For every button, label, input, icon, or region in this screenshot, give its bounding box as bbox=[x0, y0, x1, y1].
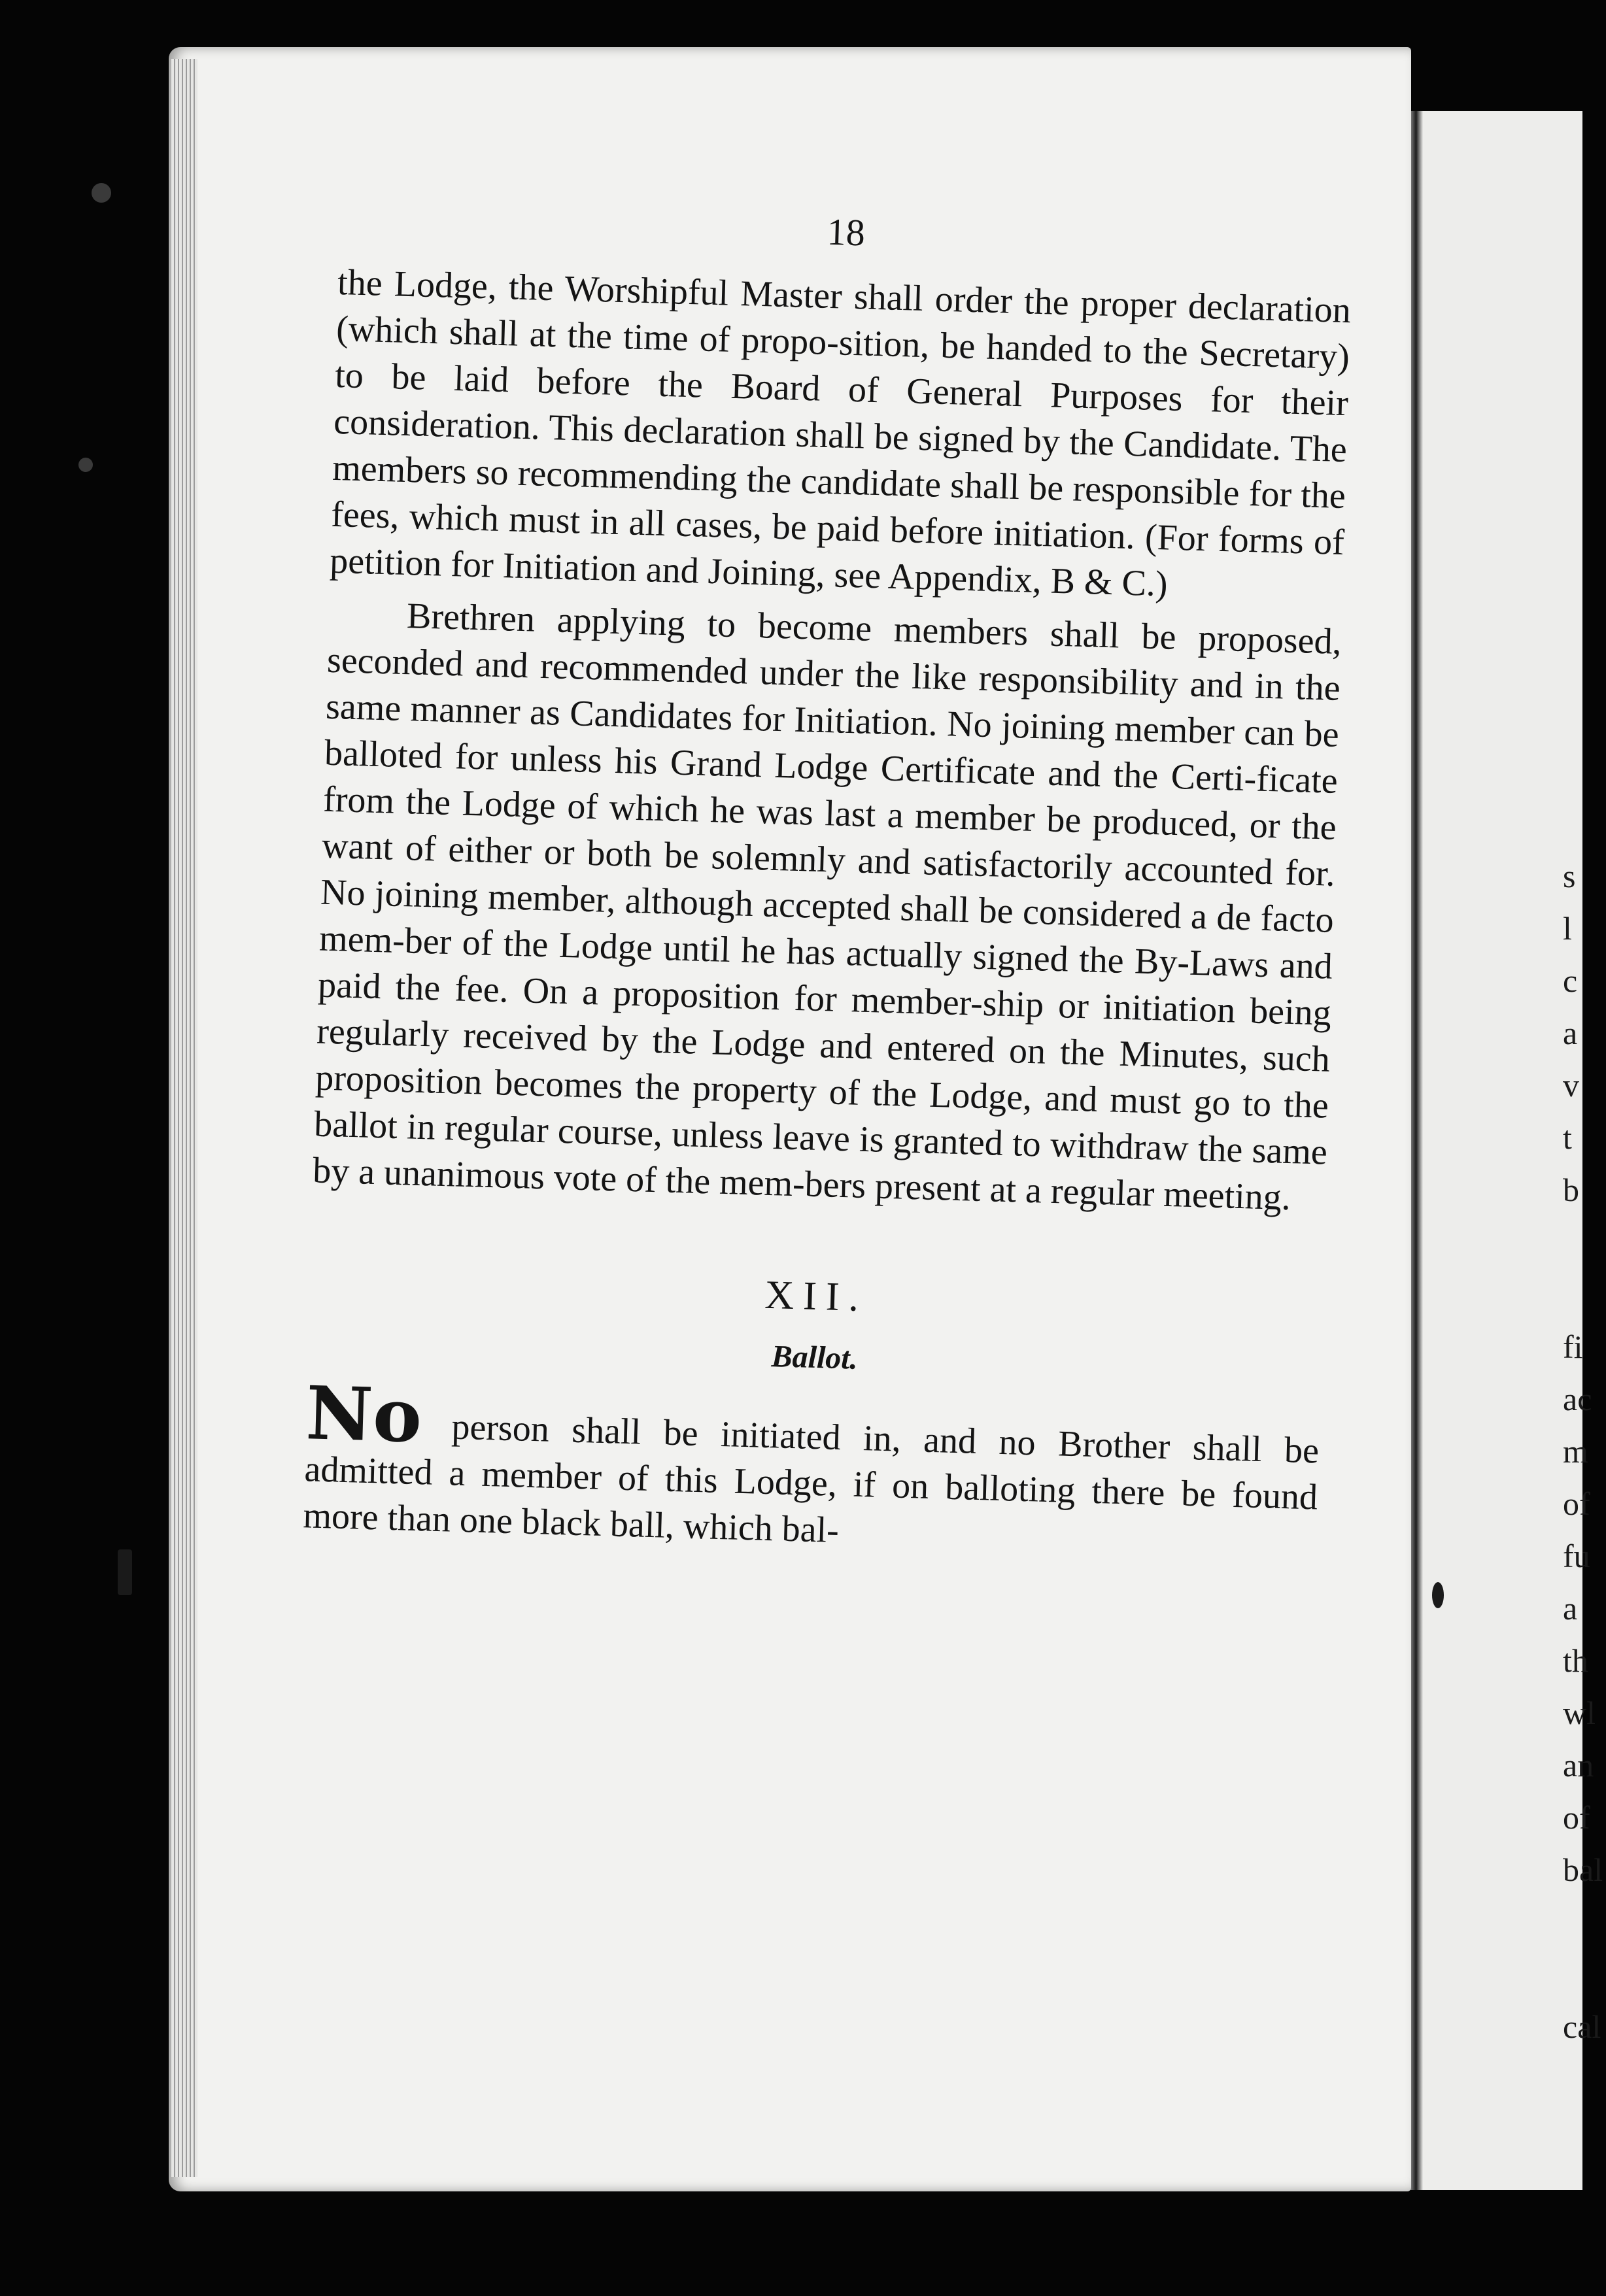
page-edges bbox=[171, 59, 197, 2177]
margin-fragment: m bbox=[1563, 1433, 1588, 1470]
margin-fragment: wl bbox=[1563, 1695, 1596, 1731]
section-numeral: XII. bbox=[764, 1272, 868, 1321]
margin-fragment bbox=[1563, 1268, 1602, 1321]
margin-fragment: ac bbox=[1563, 1381, 1592, 1417]
margin-fragment: v bbox=[1563, 1067, 1579, 1104]
section-paragraph bbox=[302, 1370, 1320, 1567]
binding-mark bbox=[118, 1549, 132, 1595]
margin-fragment: a bbox=[1563, 1015, 1578, 1051]
section-title: Ballot. bbox=[770, 1339, 859, 1376]
margin-fragment: t bbox=[1563, 1119, 1572, 1156]
margin-fragment: bal bbox=[1563, 1851, 1603, 1888]
page-number: 18 bbox=[826, 210, 866, 254]
margin-fragment: l bbox=[1563, 910, 1572, 947]
margin-fragment: b bbox=[1563, 1172, 1579, 1208]
margin-fragment: fi bbox=[1563, 1328, 1583, 1365]
margin-fragment: fu bbox=[1563, 1538, 1590, 1574]
margin-fragment: of bbox=[1563, 1799, 1590, 1836]
margin-fragment bbox=[1563, 1896, 1602, 1948]
margin-fragment: of bbox=[1563, 1485, 1590, 1522]
scan-speck bbox=[92, 183, 111, 203]
scan-speck bbox=[78, 458, 93, 472]
page-text bbox=[303, 196, 1354, 1567]
margin-fragment: cal bbox=[1563, 2008, 1601, 2045]
drop-cap: No bbox=[305, 1370, 423, 1460]
margin-fragment bbox=[1563, 1948, 1602, 2001]
section-text: person shall be initiated in, and no Brother shall be admitted a member of this Lodge, if on balloting there be found more than one black ball, which bal- bbox=[302, 1406, 1320, 1551]
facing-page-margin-text bbox=[1563, 850, 1602, 2053]
margin-fragment: c bbox=[1563, 962, 1578, 999]
paragraph: Brethren applying to become members shall be proposed, seconded and recommended under the like responsibility and in the same manner as Candidates for Initiation. No joining member can be balloted for unless his Grand Lodge Certificate and the Certi-ficate from the Lodge of which he was last a member be produced, or the want of either or both be solemnly and satisfactorily accounted for. No joining member, although accepted shall be considered a de facto mem-ber of the Lodge until he has actually signed the By-Laws and paid the fee. On a proposition for member-ship or initiation being regularly received by the Lodge and entered on the Minutes, such proposition becomes the property of the Lodge, and must go to the ballot in regular course, unless leave is granted to withdraw the same by a unanimous vote of the mem-bers present at a regular meeting. bbox=[312, 596, 1342, 1219]
margin-fragment: an bbox=[1563, 1747, 1594, 1783]
paragraph: the Lodge, the Worshipful Master shall order the proper declaration (which shall at the time of propo-sition, be handed to the Secretary) to be laid before the Board of General Purposes for their consideration. This declaration shall be signed by the Candidate. The members so recommending the candidate shall be responsible for the fees, which must in all cases, be paid before initiation. (For forms of petition for Initiation and Joining, see Appendix, B & C.) bbox=[329, 262, 1352, 605]
margin-fragment bbox=[1563, 1216, 1602, 1268]
margin-fragment: s bbox=[1563, 858, 1576, 894]
binding-mark bbox=[1432, 1582, 1444, 1608]
margin-fragment: th bbox=[1563, 1642, 1588, 1679]
margin-fragment: a bbox=[1563, 1590, 1578, 1627]
